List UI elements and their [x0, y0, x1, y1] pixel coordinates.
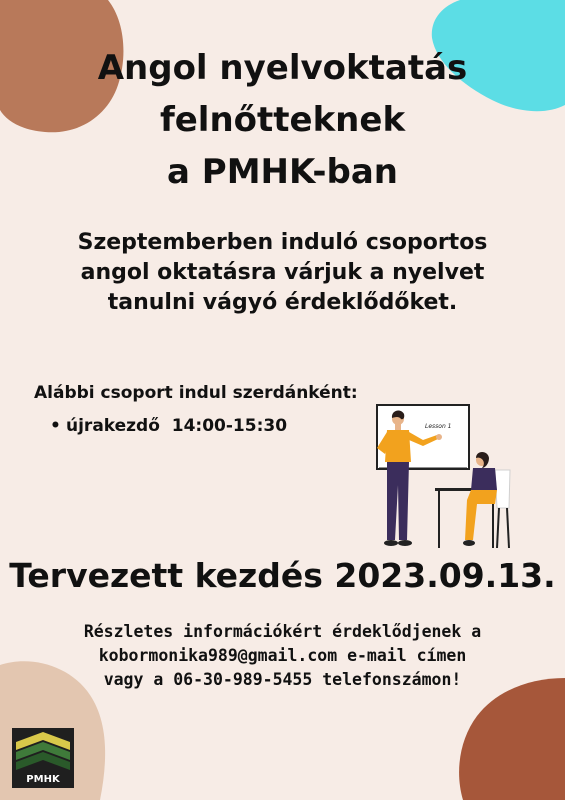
blob-bottom-right [455, 678, 565, 800]
group-item-label: újrakezdő 14:00-15:30 [66, 416, 288, 436]
info-line-2: kobormonika989@gmail.com e-mail címen [98, 646, 467, 665]
info-line-1: Részletes információkért érdeklődjenek a [83, 622, 482, 641]
subtitle [0, 228, 565, 318]
subtitle-line-1: Szeptemberben induló csoportos [77, 230, 488, 255]
pmhk-logo [12, 728, 74, 788]
title-line-2: felnőtteknek [159, 100, 406, 140]
bullet-icon: • [50, 416, 61, 436]
subtitle-line-2: angol oktatásra várjuk a nyelvet [80, 260, 485, 285]
info-line-3: vagy a 06-30-989-5455 telefonszámon! [103, 670, 462, 689]
logo-text: PMHK [26, 774, 60, 785]
page-title [0, 42, 565, 198]
lesson-illustration [365, 400, 515, 550]
subtitle-line-3: tanulni vágyó érdeklődőket. [107, 290, 458, 315]
group-heading: Alábbi csoport indul szerdánként: [34, 383, 358, 403]
group-list [50, 416, 287, 436]
whiteboard-text: Lesson 1 [425, 423, 452, 430]
group-list-item [50, 416, 287, 436]
contact-info [0, 620, 565, 692]
title-line-3: a PMHK-ban [167, 152, 398, 192]
title-line-1: Angol nyelvoktatás [97, 48, 468, 88]
start-date: Tervezett kezdés 2023.09.13. [9, 556, 556, 595]
